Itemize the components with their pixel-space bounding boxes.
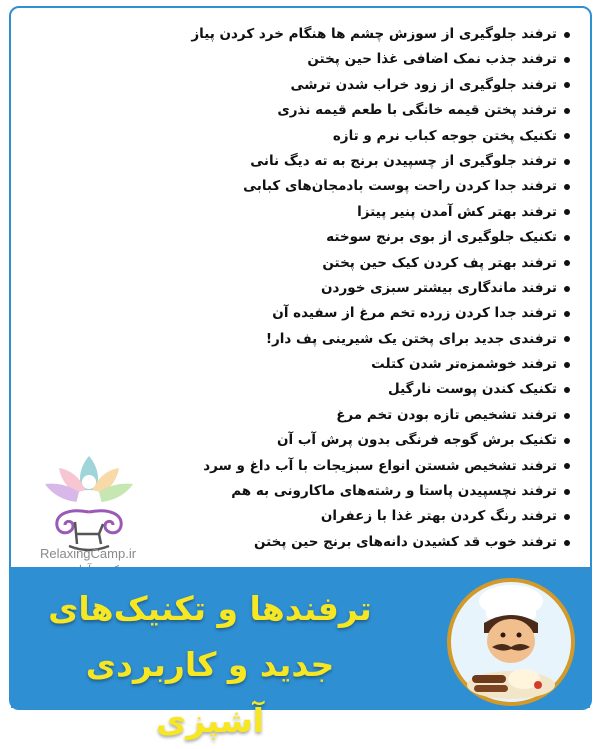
list-item <box>170 530 570 555</box>
banner-title-line1: ترفندها و تکنیک‌های <box>48 589 372 628</box>
list-item <box>170 200 570 225</box>
bullet <box>564 387 570 393</box>
list-item <box>170 98 570 123</box>
bullet <box>564 235 570 241</box>
bullet <box>564 336 570 342</box>
tips-card <box>9 6 592 740</box>
tip-text: ترفند جلوگیری از سوزش چشم ها هنگام خرد کردن پیاز <box>191 26 557 42</box>
list-item <box>170 22 570 47</box>
bullet <box>564 82 570 88</box>
bullet <box>564 362 570 368</box>
tip-text: ترفندی جدید برای پختن یک شیرینی پف دار! <box>265 330 557 347</box>
tip-text: ترفند جدا کردن راحت پوست بادمجان‌های کبابی <box>243 178 557 195</box>
tip-text: تکنیک کندن پوست نارگیل <box>388 381 557 398</box>
bullet <box>564 438 570 444</box>
bullet <box>564 209 570 215</box>
list-item <box>170 276 570 301</box>
bullet <box>564 286 570 292</box>
tip-text: ترفند تشخیص شستن انواع سبزیجات با آب داغ و سرد <box>203 457 557 474</box>
tip-text: ترفند جلوگیری از چسپیدن برنج به ته دیگ نانی <box>250 152 557 169</box>
tip-text: ترفند تشخیص تازه بودن تخم مرغ <box>336 406 557 423</box>
tip-text: ترفند خوشمزه‌تر شدن کتلت <box>371 356 557 373</box>
tip-text: ترفند بهتر پف کردن کیک حین پختن <box>322 254 557 271</box>
tip-text: تکنیک برش گوجه فرنگی بدون پرش آب آن <box>276 432 557 449</box>
list-item <box>170 124 570 149</box>
list-item <box>170 454 570 479</box>
banner-title <box>30 581 390 749</box>
list-item <box>170 377 570 402</box>
bullet <box>564 413 570 419</box>
bullet <box>564 159 570 165</box>
bullet <box>564 540 570 546</box>
bullet <box>564 184 570 190</box>
tip-text: ترفند نچسپیدن پاستا و رشته‌های ماکارونی به هم <box>231 483 557 500</box>
tip-text: ترفند پختن قیمه خانگی با طعم قیمه نذری <box>277 102 557 119</box>
bullet <box>564 463 570 469</box>
list-item <box>170 149 570 174</box>
tip-text: ترفند ماندگاری بیشتر سبزی خوردن <box>321 279 557 296</box>
tip-text: تکنیک جلوگیری از بوی برنج سوخته <box>326 229 557 246</box>
bullet <box>564 108 570 114</box>
logo-site-text: RelaxingCamp.ir <box>39 546 137 561</box>
tip-text: ترفند رنگ کردن بهتر غذا با زعفران <box>320 508 557 525</box>
tips-list <box>170 22 570 555</box>
list-item <box>170 428 570 453</box>
list-item <box>170 352 570 377</box>
list-item <box>170 174 570 199</box>
list-item <box>170 504 570 529</box>
list-item <box>170 479 570 504</box>
tip-text: ترفند بهتر کش آمدن پنیر پیتزا <box>357 203 557 220</box>
tip-text: ترفند جذب نمک اضافی غذا حین پختن <box>307 51 557 68</box>
tip-text: ترفند جلوگیری از زود خراب شدن ترشی <box>290 76 557 93</box>
list-item <box>170 301 570 326</box>
list-item <box>170 225 570 250</box>
bullet <box>564 260 570 266</box>
banner-title-line2: جدید و کاربردی آشپزی <box>85 645 335 740</box>
list-item <box>170 251 570 276</box>
list-item <box>170 327 570 352</box>
bullet <box>564 311 570 317</box>
bullet <box>564 489 570 495</box>
bullet <box>564 57 570 63</box>
list-item <box>170 47 570 72</box>
chef-illustration-icon <box>446 577 576 707</box>
bullet <box>564 133 570 139</box>
list-item <box>170 403 570 428</box>
list-item <box>170 73 570 98</box>
title-banner <box>11 567 590 740</box>
tip-text: تکنیک پختن جوجه کباب نرم و تازه <box>332 127 557 144</box>
bullet <box>564 32 570 38</box>
tip-text: ترفند خوب قد کشیدن دانه‌های برنج حین پختن <box>253 533 557 550</box>
tip-text: ترفند جدا کردن زرده تخم مرغ از سفیده آن <box>272 305 557 322</box>
bullet <box>564 514 570 520</box>
